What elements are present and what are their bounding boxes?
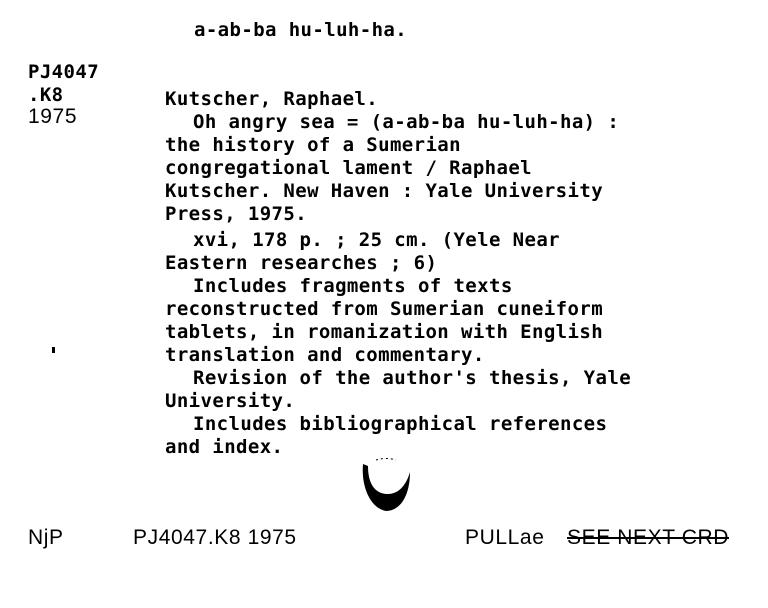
collation-line: Eastern researches ; 6) bbox=[165, 252, 438, 274]
collation-line: xvi, 178 p. ; 25 cm. (Yele Near bbox=[193, 229, 561, 251]
ink-speck bbox=[52, 347, 55, 353]
note-line: tablets, in romanization with English bbox=[165, 321, 604, 343]
title-line: Oh angry sea = (a-ab-ba hu-luh-ha) : bbox=[193, 111, 620, 133]
title-line: Press, 1975. bbox=[165, 203, 308, 225]
added-entry-heading: a-ab-ba hu-luh-ha. bbox=[194, 19, 408, 41]
call-number-cutter: .K8 bbox=[28, 84, 64, 106]
footer-call-number: PJ4047.K8 1975 bbox=[133, 526, 297, 549]
footer-continuation: SEE NEXT CRD bbox=[567, 526, 730, 549]
call-number-class: PJ4047 bbox=[28, 61, 100, 83]
note-line: Revision of the author's thesis, Yale bbox=[193, 367, 632, 389]
title-line: Kutscher. New Haven : Yale University bbox=[165, 180, 604, 202]
footer-library-code: NjP bbox=[28, 526, 64, 549]
note-line: reconstructed from Sumerian cuneiform bbox=[165, 298, 604, 320]
title-line: the history of a Sumerian bbox=[165, 134, 461, 156]
note-line: Includes fragments of texts bbox=[193, 275, 513, 297]
note-line: and index. bbox=[165, 436, 284, 458]
note-line: translation and commentary. bbox=[165, 344, 485, 366]
note-line: University. bbox=[165, 390, 296, 412]
call-number-year: 1975 bbox=[28, 105, 78, 128]
note-line: Includes bibliographical references bbox=[193, 413, 608, 435]
punch-hole-icon bbox=[360, 456, 412, 516]
footer-record-code: PULLae bbox=[465, 526, 545, 549]
title-line: congregational lament / Raphael bbox=[165, 157, 533, 179]
author-heading: Kutscher, Raphael. bbox=[165, 88, 379, 110]
